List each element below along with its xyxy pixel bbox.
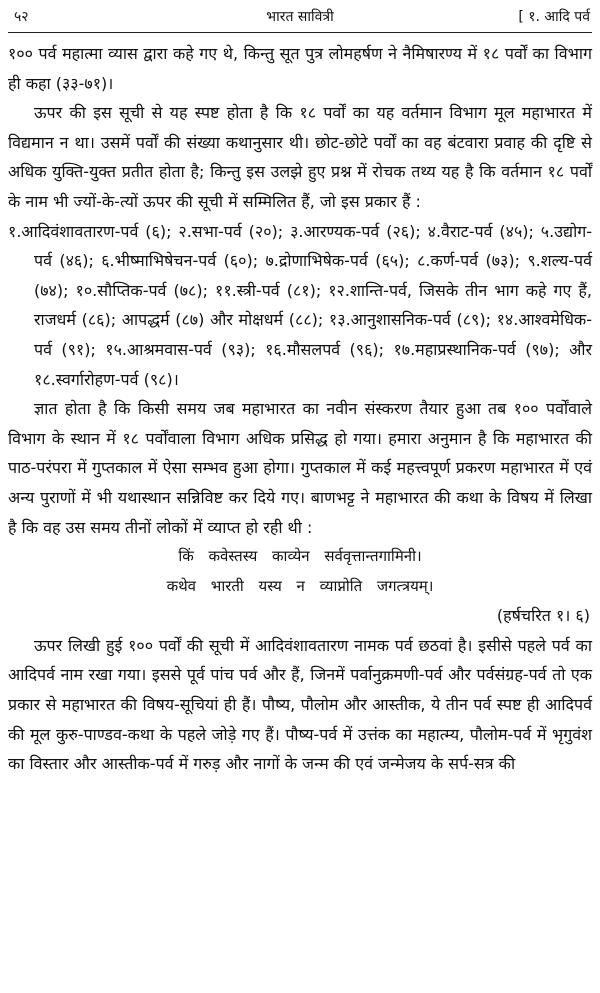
section-label: [ १. आदि पर्व (518, 9, 590, 25)
paragraph: १०० पर्व महात्मा व्यास द्वारा कहे गए थे, किन्तु सूत पुत्र लोमहर्षण ने नैमिषारण्य में १८ पर्वों का विभाग ही कहा (३३-७१)। (8, 44, 592, 93)
paragraph: ऊपर की इस सूची से यह स्पष्ट होता है कि १८ पर्वों का यह वर्तमान विभाग मूल महाभारत में विद्यमान न था। उसमें पर्वों की संख्या कथानुसार थी। छोट-छोटे पर्वों का वह बंटवारा प्रवाह की दृष्टि से अधिक युक्ति-युक्त प्रतीत होता है; किन्तु इस उलझे हुए प्रश्न में रोचक तथ्य यह है कि वर्तमान १८ पर्वों के नाम भी ज्यों-के-त्यों ऊपर की सूची में सम्मिलित हैं, जो इस प्रकार हैं : (8, 103, 592, 211)
verse-line: किं कवेस्तस्य काव्येन सर्ववृत्तान्तगामिनी। (178, 547, 422, 566)
page-number: ५२ (14, 9, 29, 25)
paragraph: ज्ञात होता है कि किसी समय जब महाभारत का नवीन संस्करण तैयार हुआ तब १०० पर्वोंवाले विभाग के स्थान में १८ पर्वोंवाला विभाग अधिक प्रसिद्ध हो गया। हमारा अनुमान है कि महाभारत की पाठ-परंपरा में गुप्तकाल में ऐसा सम्भव हुआ होगा। गुप्तकाल में कई महत्त्वपूर्ण प्रकरण महाभारत में एवं अन्य पुराणों में भी यथास्थान सन्निविष्ट कर दिये गए। बाणभट्ट ने महाभारत की कथा के विषय में लिखा है कि वह उस समय तीनों लोकों में व्याप्त हो रही थी : (8, 399, 592, 537)
book-title: भारत सावित्री (266, 9, 334, 25)
parva-list: १.आदिवंशावतारण-पर्व (६); २.सभा-पर्व (२०); ३.आरण्यक-पर्व (२६); ४.वैराट-पर्व (४५); ५.उद्योग-पर्व (४६); ६.भीष्माभिषेचन-पर्व (६०); ७.द्रोणाभिषेक-पर्व (६५); ८.कर्ण-पर्व (७३); ९.शल्य-पर्व (७४); १०.सौप्तिक-पर्व (७८); ११.स्त्री-पर्व (८१); १२.शान्ति-पर्व, जिसके तीन भाग कहे गए हैं, राजधर्म (८६); आपद्धर्म (८७) और मोक्षधर्म (८८); १३.आनुशासनिक-पर्व (८९); १४.आश्वमेधिक-पर्व (९१); १५.आश्रमवास-पर्व (९३); १६.मौसलपर्व (९६); १७.महाप्रस्थानिक-पर्व (९७); और १८.स्वर्गारोहण-पर्व (९८)। (8, 221, 592, 389)
citation: (हर्षचरित १। ६) (496, 606, 590, 626)
page-body (8, 39, 592, 779)
page-header (8, 6, 592, 30)
verse-line: कथेव भारती यस्य न व्याप्नोति जगत्त्रयम्। (166, 576, 434, 595)
paragraph: ऊपर लिखी हुई १०० पर्वों की सूची में आदिवंशावतारण नामक पर्व छठवां है। इसीसे पहले पर्व का आदिपर्व नाम रखा गया। इससे पूर्व पांच पर्व और हैं, जिनमें पर्वानुक्रमणी-पर्व और पर्वसंग्रह-पर्व तो एक प्रकार से महाभारत की विषय-सूचियां ही हैं। पौष्य, पौलोम और आस्तीक, ये तीन पर्व स्पष्ट ही आदिपर्व की मूल कुरु-पाण्डव-कथा के पहले जोड़े गए हैं। पौष्य-पर्व में उत्तंक का महात्म्य, पौलोम-पर्व में भृगुवंश का विस्तार और आस्तीक-पर्व में गरुड़ और नागों के जन्म की एवं जन्मेजय के सर्प-सत्र की (8, 635, 592, 774)
header-rule (8, 32, 592, 33)
